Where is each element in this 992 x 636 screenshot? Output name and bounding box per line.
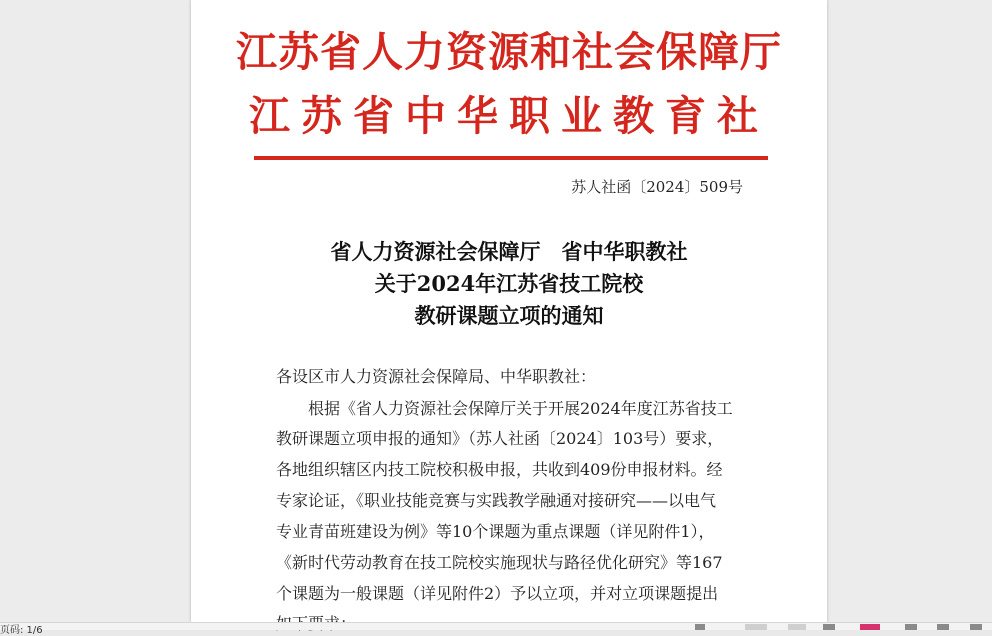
title-line-3: 教研课题立项的通知 <box>414 303 604 328</box>
document-page <box>191 0 827 622</box>
document-number: 苏人社函〔2024〕509号 <box>571 178 743 196</box>
body-line: 专业青苗班建设为例》等10个课题为重点课题（详见附件1）， <box>276 522 715 541</box>
body-line: 个课题为一般课题（详见附件2）予以立项，并对立项课题提出 <box>276 584 719 603</box>
body-line: 根据《省人力资源社会保障厅关于开展2024年度江苏省技工 <box>276 399 733 418</box>
salutation: 各设区市人力资源社会保障局、中华职教社： <box>276 367 597 386</box>
body-line: 教研课题立项申报的通知》（苏人社函〔2024〕103号）要求， <box>276 429 724 448</box>
masthead-line-2: 江苏省中华职业教育社 <box>249 92 769 140</box>
body-line: 《新时代劳动教育在技工院校实施现状与路径优化研究》等167 <box>276 553 723 572</box>
more-icon[interactable] <box>970 624 982 630</box>
eye-protection-icon[interactable] <box>860 624 880 630</box>
zoom-icon[interactable] <box>695 624 705 630</box>
fit-width-icon[interactable] <box>745 624 767 630</box>
two-page-icon[interactable] <box>823 624 835 630</box>
body-line: 专家论证，《职业技能竞赛与实践教学融通对接研究——以电气 <box>276 491 717 510</box>
status-bar <box>0 622 992 636</box>
body-line: 各地组织辖区内技工院校积极申报，共收到409份申报材料。经 <box>276 460 723 479</box>
page-indicator: 页码: 1/6 <box>0 625 43 636</box>
masthead-line-1: 江苏省人力资源和社会保障厅 <box>236 28 782 76</box>
title-line-1: 省人力资源社会保障厅 省中华职教社 <box>330 239 688 264</box>
single-page-icon[interactable] <box>788 624 806 630</box>
red-divider-line <box>254 156 768 160</box>
title-line-2: 关于2024年江苏省技工院校 <box>374 271 644 296</box>
fullscreen-icon[interactable] <box>937 624 949 630</box>
reading-mode-icon[interactable] <box>905 624 917 630</box>
